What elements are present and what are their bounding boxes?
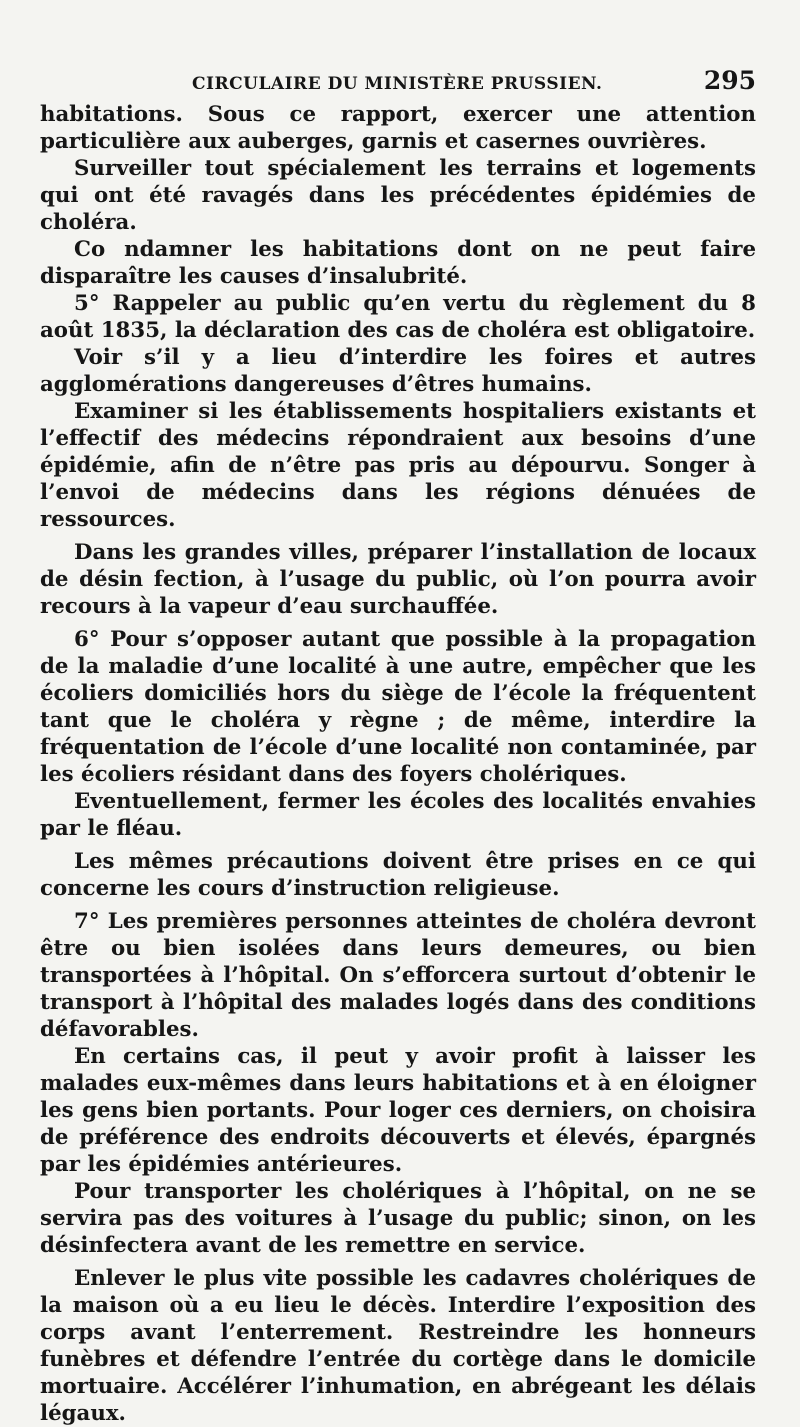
- paragraph: Pour transporter les cholériques à l’hôpital, on ne se servira pas des voitures à l’usage du public; sinon, on les désinfectera avant de les remettre en service.: [40, 1179, 756, 1258]
- paragraph: 6° Pour s’opposer autant que possible à la propagation de la maladie d’une localité à une autre, empêcher que les écoliers domiciliés hors du siège de l’école la fréquentent tant que le choléra y règne ; de même, interdire la fréquentation de l’école d’une localité non contaminée, par les écoliers résidant dans des foyers cholériques.: [40, 627, 756, 787]
- paragraph: Examiner si les établissements hospitaliers existants et l’effectif des médecins répondraient aux besoins d’une épidémie, afin de n’être pas pris au dépourvu. Songer à l’envoi de médecins dans les régions dénuées de ressources.: [40, 399, 756, 532]
- paragraph: Dans les grandes villes, préparer l’installation de locaux de désin fection, à l’usage du public, où l’on pourra avoir recours à la vapeur d’eau surchauffée.: [40, 540, 756, 619]
- paragraph: Eventuellement, fermer les écoles des localités envahies par le fléau.: [40, 789, 756, 841]
- paragraph: 7° Les premières personnes atteintes de choléra devront être ou bien isolées dans leurs demeures, ou bien transportées à l’hôpital. On s’efforcera surtout d’obtenir le transport à l’hôpital des malades logés dans des conditions défavorables.: [40, 909, 756, 1042]
- paragraph: 5° Rappeler au public qu’en vertu du règlement du 8 août 1835, la déclaration des cas de choléra est obligatoire.: [40, 291, 756, 343]
- paragraph: Co ndamner les habitations dont on ne peut faire disparaître les causes d’insalubrité.: [40, 237, 756, 289]
- paragraph: En certains cas, il peut y avoir profit à laisser les malades eux-mêmes dans leurs habitations et à en éloigner les gens bien portants. Pour loger ces derniers, on choisira de préférence des endroits découverts et élevés, épargnés par les épidémies antérieures.: [40, 1044, 756, 1177]
- running-title: CIRCULAIRE DU MINISTÈRE PRUSSIEN.: [192, 74, 603, 94]
- paragraph: Les mêmes précautions doivent être prises en ce qui concerne les cours d’instruction religieuse.: [40, 849, 756, 901]
- page-header: [40, 66, 756, 95]
- paragraph: Enlever le plus vite possible les cadavres cholériques de la maison où a eu lieu le décès. Interdire l’exposition des corps avant l’enterrement. Restreindre les honneurs funèbres et défendre l’entrée du cortège dans le domicile mortuaire. Accélérer l’inhumation, en abrégeant les délais légaux.: [40, 1266, 756, 1426]
- paragraph: Surveiller tout spécialement les terrains et logements qui ont été ravagés dans les précédentes épidémies de choléra.: [40, 156, 756, 235]
- page-number: 295: [703, 66, 756, 95]
- body-text: [40, 101, 756, 1427]
- paragraph: habitations. Sous ce rapport, exercer une attention particulière aux auberges, garnis et casernes ouvrières.: [40, 102, 756, 154]
- paragraph: Voir s’il y a lieu d’interdire les foires et autres agglomérations dangereuses d’êtres humains.: [40, 345, 756, 397]
